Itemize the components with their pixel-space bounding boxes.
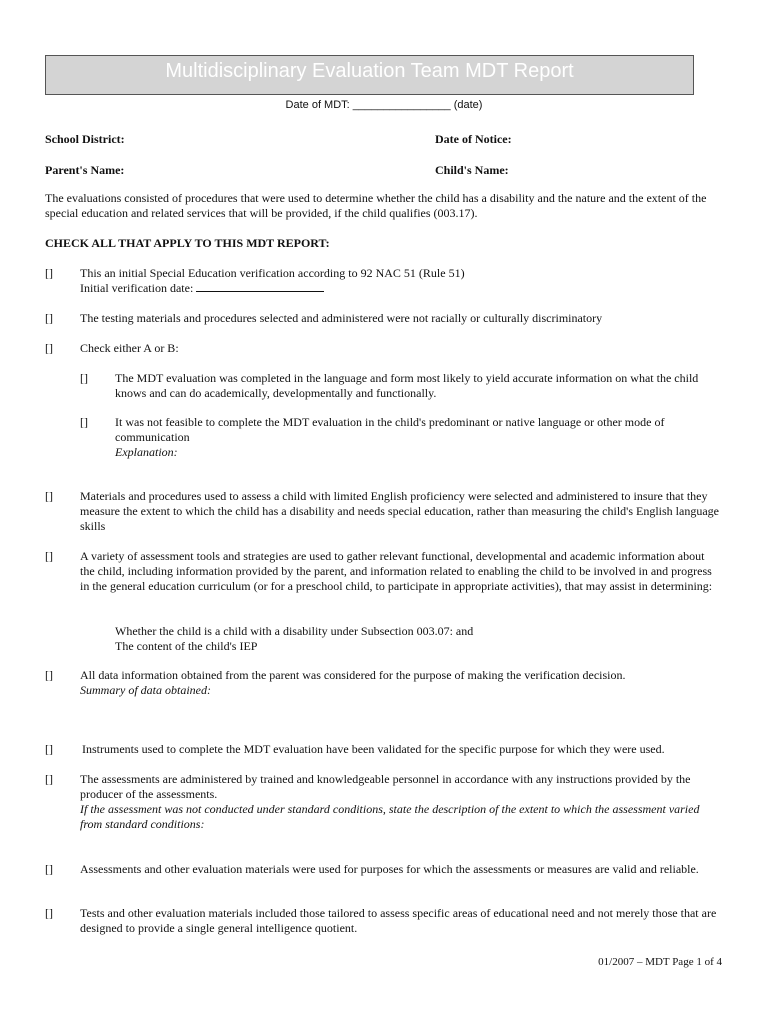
school-district-label: School District: bbox=[45, 132, 125, 146]
item-limited-english: Materials and procedures used to assess a child with limited English proficiency were selected and administered to insure that they measure the extent to which the child has a disability and needs special education, rather than measuring the child's English language skills bbox=[80, 489, 719, 533]
item-option-a: The MDT evaluation was completed in the language and form most likely to yield accurate information on what the child knows and can do academically, developmentally and functionally. bbox=[115, 371, 699, 400]
checkbox-valid-reliable[interactable]: [] bbox=[45, 862, 53, 876]
explanation-label: Explanation: bbox=[115, 445, 178, 459]
checkbox-check-a-or-b[interactable]: [] bbox=[45, 341, 53, 355]
summary-data-label: Summary of data obtained: bbox=[80, 683, 211, 697]
initial-verification-date-line bbox=[80, 281, 720, 296]
childs-name-label: Child's Name: bbox=[435, 163, 509, 177]
item-tailored-tests: Tests and other evaluation materials included those tailored to assess specific areas of educational need and not merely those that are designed to provide a single general intelligence quotient. bbox=[80, 906, 717, 935]
item-testing-materials: The testing materials and procedures selected and administered were not racially or culturally discriminatory bbox=[80, 311, 603, 325]
option-b-text: It was not feasible to complete the MDT evaluation in the child's predominant or native language or other mode of communication bbox=[115, 415, 665, 444]
checkbox-limited-english[interactable]: [] bbox=[45, 489, 53, 503]
initial-verification-text: This an initial Special Education verification according to 92 NAC 51 (Rule 51) bbox=[80, 266, 465, 280]
item-option-b bbox=[115, 415, 715, 460]
item-variety-tools: A variety of assessment tools and strategies are used to gather relevant functional, developmental and academic information about the child, including information provided by the parent, and information related to enabling the child to be involved in and progress in the general education curriculum (or for a preschool child, to participate in appropriate activities), that may assist in determining: bbox=[80, 549, 713, 593]
date-of-mdt: Date of MDT: ________________ (date) bbox=[285, 99, 483, 111]
checkbox-option-b[interactable]: [] bbox=[80, 415, 88, 429]
nonstandard-conditions-label: If the assessment was not conducted under standard conditions, state the description of the extent to which the assessment varied from standard conditions: bbox=[80, 802, 700, 831]
checkbox-trained-personnel[interactable]: [] bbox=[45, 772, 53, 786]
parents-name-label: Parent's Name: bbox=[45, 163, 125, 177]
item-parent-data bbox=[80, 668, 720, 698]
trained-personnel-text: The assessments are administered by trained and knowledgeable personnel in accordance with any instructions provided by the producer of the assessments. bbox=[80, 772, 691, 801]
item-instruments-validated: Instruments used to complete the MDT evaluation have been validated for the specific purpose for which they were used. bbox=[82, 742, 665, 756]
intro-paragraph: The evaluations consisted of procedures that were used to determine whether the child has a disability and the nature and the extent of the special education and related services that will be provided, if the child qualifies (003.17). bbox=[45, 191, 707, 220]
checkbox-parent-data[interactable]: [] bbox=[45, 668, 53, 682]
check-heading: CHECK ALL THAT APPLY TO THIS MDT REPORT: bbox=[45, 236, 330, 250]
report-title: Multidisciplinary Evaluation Team MDT Report bbox=[165, 60, 574, 82]
checkbox-option-a[interactable]: [] bbox=[80, 371, 88, 385]
item-trained-personnel bbox=[80, 772, 720, 832]
item-valid-reliable: Assessments and other evaluation materials were used for purposes for which the assessments or measures are valid and reliable. bbox=[80, 862, 699, 876]
item-check-a-or-b: Check either A or B: bbox=[80, 341, 179, 355]
checkbox-variety-tools[interactable]: [] bbox=[45, 549, 53, 563]
checkbox-tailored-tests[interactable]: [] bbox=[45, 906, 53, 920]
parent-data-text: All data information obtained from the parent was considered for the purpose of making the verification decision. bbox=[80, 668, 626, 682]
item-whether-disability: Whether the child is a child with a disability under Subsection 003.07: and bbox=[115, 624, 474, 638]
checkbox-instruments-validated[interactable]: [] bbox=[45, 742, 53, 756]
initial-verification-date-field[interactable] bbox=[196, 281, 324, 292]
page-footer: 01/2007 – MDT Page 1 of 4 bbox=[598, 956, 722, 968]
item-initial-verification bbox=[80, 266, 720, 296]
checkbox-initial-verification[interactable]: [] bbox=[45, 266, 53, 280]
item-content-iep: The content of the child's IEP bbox=[115, 639, 258, 653]
checkbox-testing-materials[interactable]: [] bbox=[45, 311, 53, 325]
initial-verification-date-label: Initial verification date: bbox=[80, 281, 194, 295]
date-of-notice-label: Date of Notice: bbox=[435, 132, 512, 146]
report-title-banner bbox=[45, 55, 694, 95]
